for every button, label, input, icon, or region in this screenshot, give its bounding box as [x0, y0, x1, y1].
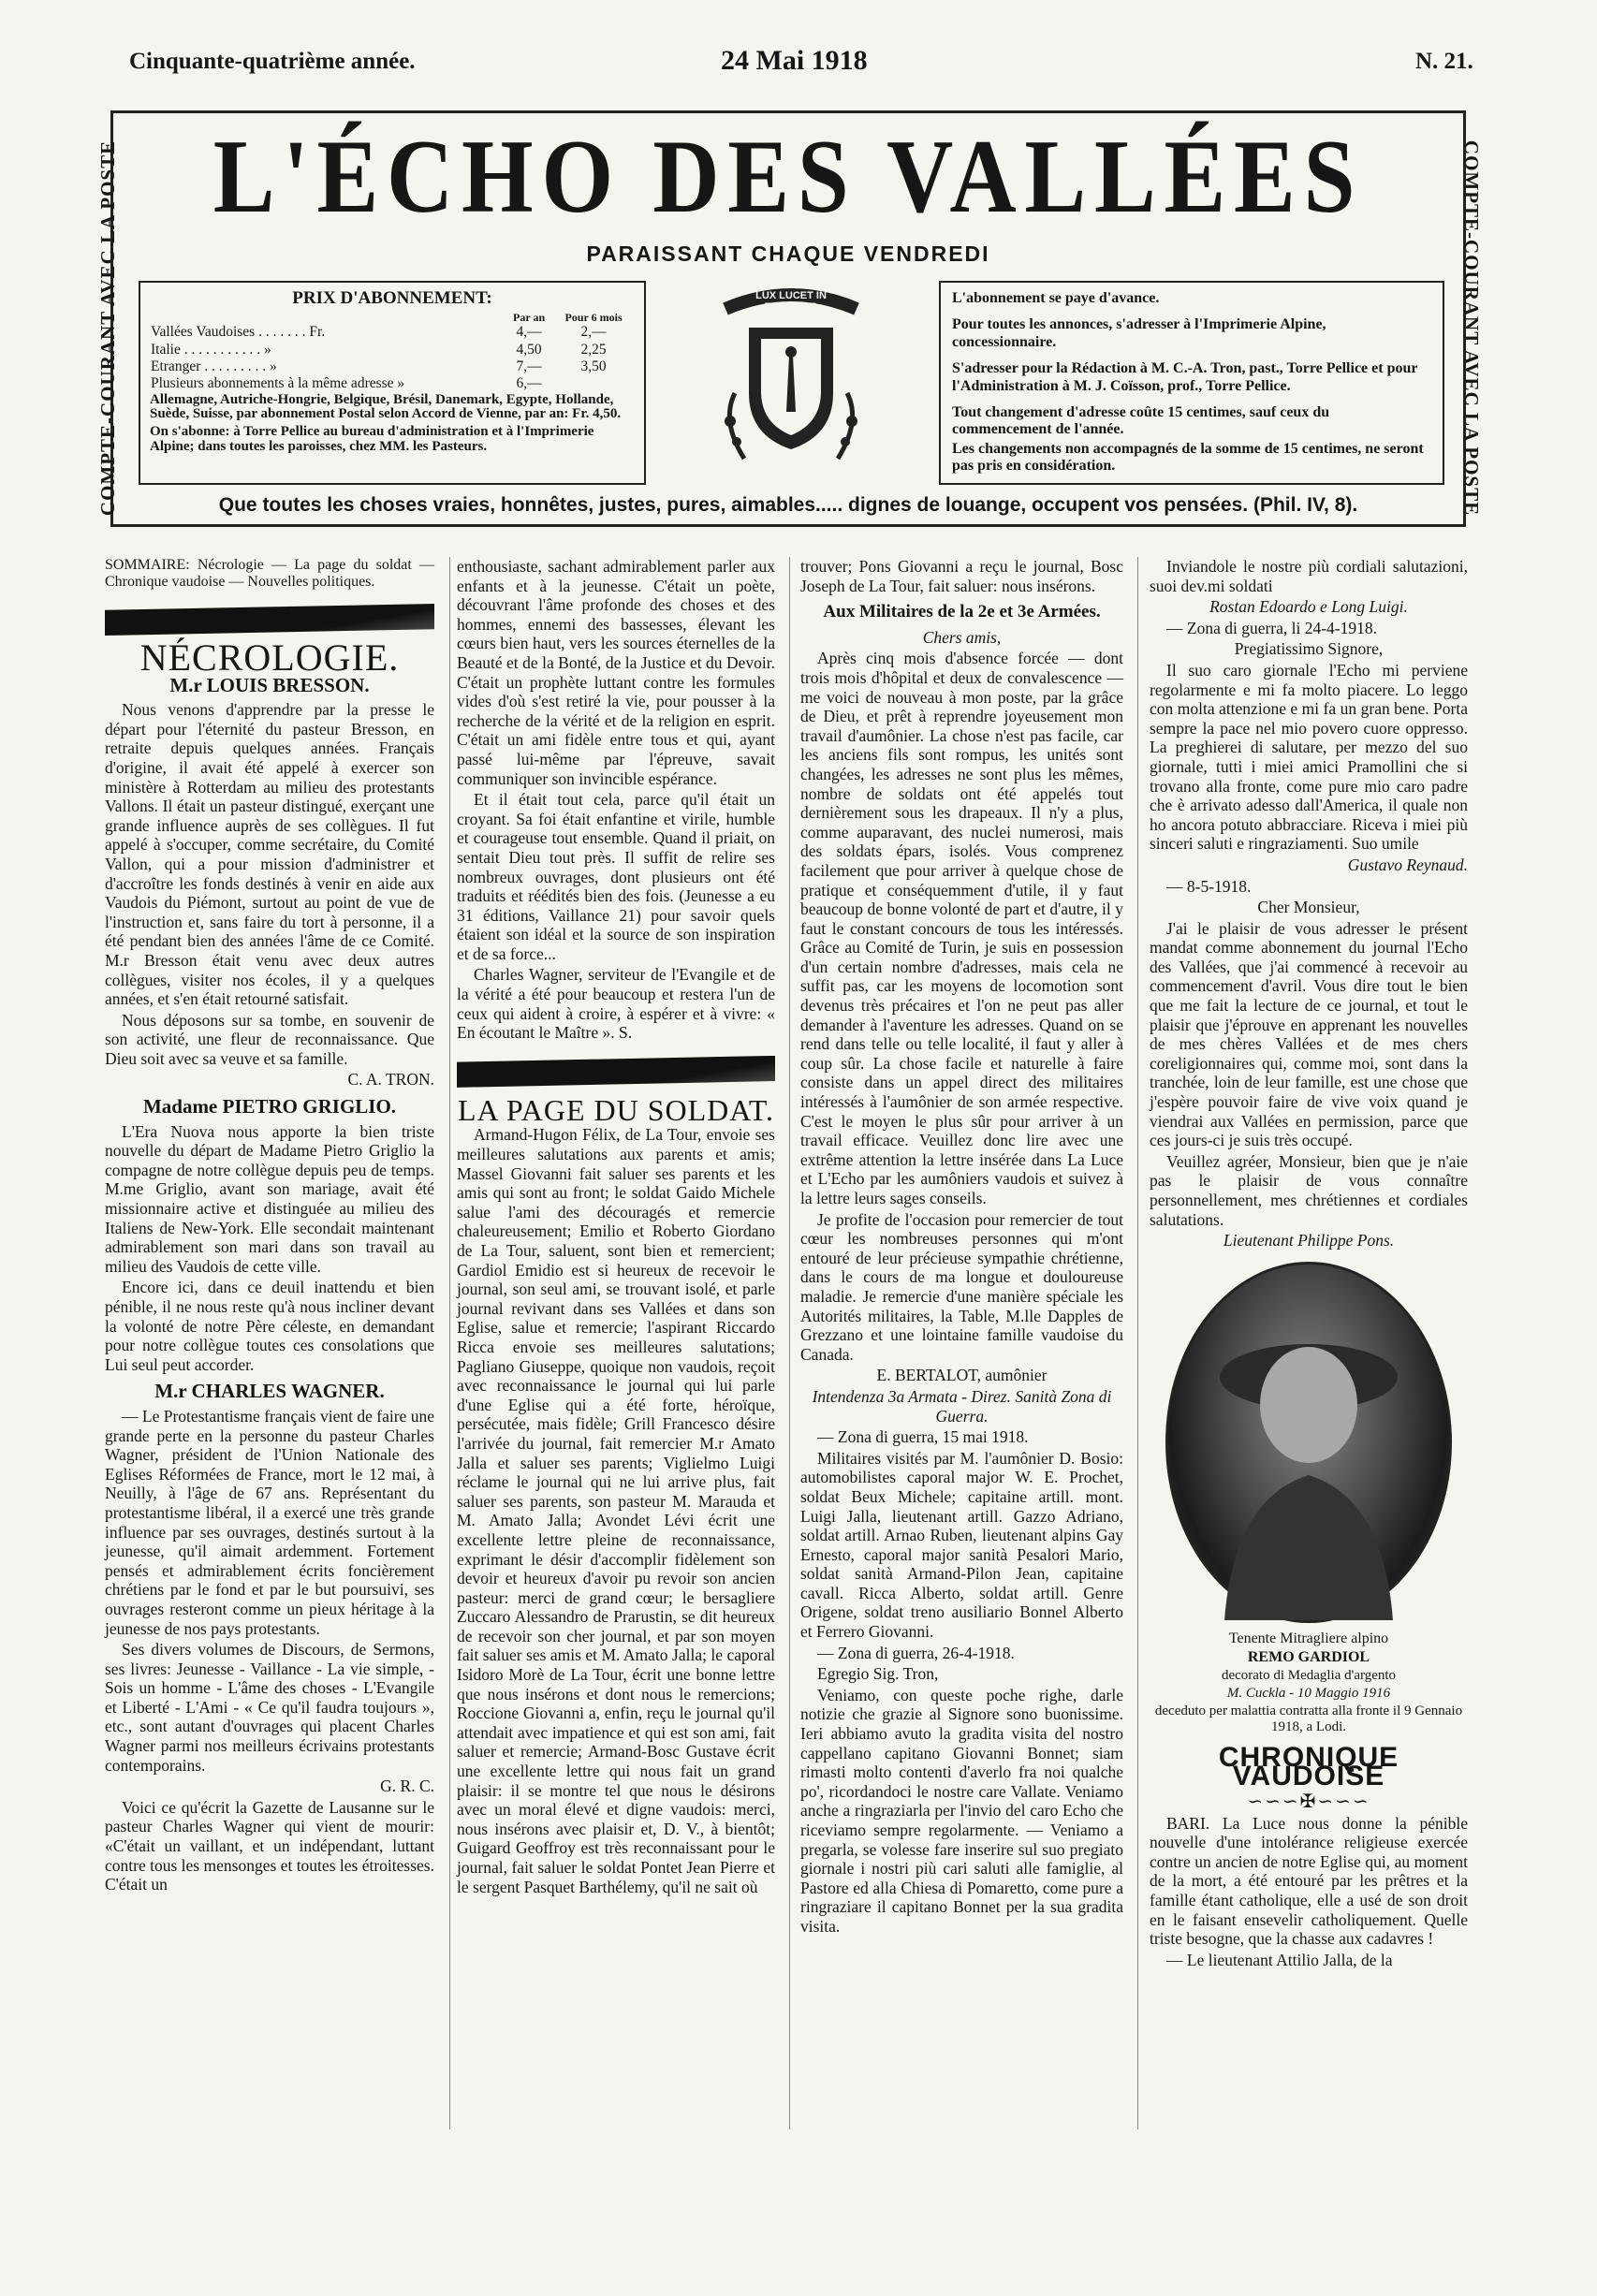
masthead-side-right: COMPTE-COURANT AVEC LA POSTE [1460, 139, 1484, 516]
wagner-continued: enthousiaste, sachant admirablement parler aux enfants et à la jeunesse. C'était un poète, découvrant l'âme profonde des choses et des hommes, ennemi des bassesses, élevant les cœurs bien haut, vers les sources éternelles de la Beauté et de la Bonté, de la Justice et du Devoir. C'était un prophète luttant contre les formules vides d'où s'est retiré la vie, pour pousser à la recherche de la vérité et de la religion en esprit. C'était un ami fidèle entre tous et qui, ayant passé lui-même par l'épreuve, savait communiquer son invincible espérance. [457, 557, 775, 788]
necrologie-title: NÉCROLOGIE. [139, 636, 400, 679]
subscription-info [939, 281, 1444, 485]
column-rule [1137, 557, 1138, 2129]
griglio-paragraph: L'Era Nuova nous apporte la bien triste nouvelle du départ de Madame Pietro Griglio la compagne de notre collègue depuis peu de temps. M.me Griglio, avant son mariage, avait été missionnaire active et distinguée au milieu des Italiens de New-York. Elle secondait maintenant admirablement son mari dans son travail au milieu des Vaudois de cette ville. [105, 1121, 434, 1276]
wagner-paragraph: — Le Protestantisme français vient de faire une grande perte en la personne du pasteur Charles Wagner, président de l'Union Nationale des Eglises Réformées de France, mort le 12 mai, à Neuilly, à l'âge de 67 ans. Représentant du protestantisme libéral, il a exercé une très grande influence par ses ouvrages, destinés surtout à la jeunesse, qu'il aimait ardemment. Fortement pensés et admirablement écrits foncièrement chrétiens par le fond et par le but poursuivi, ses ouvrages resteront comme un pieux héritage à la jeunesse de nos pays protestants. [105, 1406, 434, 1638]
newspaper-subtitle: PARAISSANT CHAQUE VENDREDI [586, 241, 990, 266]
chronique-title: CHRONIQUE VAUDOISE [1218, 1741, 1399, 1792]
issue-date: 24 Mai 1918 [721, 45, 868, 76]
letter-signature: Lieutenant Philippe Pons. [1223, 1231, 1395, 1250]
militaires-greeting: Chers amis, [922, 627, 1002, 647]
bresson-signature: C. A. TRON. [347, 1070, 434, 1090]
soldier-portrait-icon [1168, 1265, 1449, 1620]
soldat-continued: trouver; Pons Giovanni a reçu le journal, Bosc Joseph de La Tour, fait saluer: nous insérons. [800, 557, 1123, 595]
price-row: Italie . . . . . . . . . . . » 4,50 2,25 [151, 341, 607, 358]
zone-dateline: — Zona di guerra, 15 mai 1918. [817, 1427, 1029, 1447]
letter-paragraph: Il suo caro giornale l'Echo mi perviene regolarmente e mi fa molto piacere. Lo leggo con molta attenzione e mi fa un gran bene. Porta sempre la pace nel mio povero cuore oppresso. La preghierei di salutare, per mezzo del suo giornale, tutti i miei amici Pramollini che si trovano alla fronte, come pure mio caro padre che è arrivato adesso dall'America, il quale non ho ancora potuto abbracciare. Riceva i miei più sinceri saluti e ringraziamenti. Suo umile [1150, 660, 1468, 854]
page-du-soldat-title: LA PAGE DU SOLDAT. [457, 1092, 775, 1127]
letter-paragraph: J'ai le plaisir de vous adresser le présent mandat comme abonnement du journal l'Echo des Vallées, que j'ai commencé à recevoir au commencement d'avril. Vous dire tout le bien que me fait la lecture de ce journal, et tout le plaisir que j'éprouve en apprenant les nouvelles de mes chères Vallées et de mes chers coreligionnaires qui, comme moi, sont dans la tranchée, loin de leur famille, est une chose que j'espère pouvoir faire de vive voix quand je viendrai aux Vallées en permission, parce que ces jours-ci je suis très occupé. [1150, 918, 1468, 1150]
letter-signature: Gustavo Reynaud. [1347, 855, 1468, 874]
seal-motto: LUX LUCET IN TENEBRIS [755, 290, 827, 313]
photo-caption: M. Cuckla - 10 Maggio 1916 [1226, 1685, 1391, 1701]
summary: SOMMAIRE: Nécrologie — La page du soldat — Chronique vaudoise — Nouvelles politiques. [105, 557, 434, 590]
masthead-motto: Que toutes les choses vraies, honnêtes, justes, pures, aimables..... dignes de louange, occupent vos pensées. (Phil. IV, 8). [218, 494, 1358, 516]
letter-paragraph: Veniamo, con queste poche righe, darle notizie che grazie al Signore sono buonissime. Ieri abbiamo avuto la gradita visita del nostro cappellano capitano Giovanni Bonnet; siam rimasti molto contenti d'averlo fra noi qualche po', ricordandoci le nostre care Vallate. Veniamo anche a ringraziarla per l'invio del caro Echo che riceviamo sempre regolarmente. — Veniamo a pregarla, se volesse fare inserire sul suo pregiato giornale i nostri più cari saluti alle famiglie, al Pastore ed alla Chiesa di Pomaretto, come pure a ringraziare il capitano Bonnet per la sua gradita visita. [800, 1685, 1123, 1936]
emblem-seal [707, 281, 875, 477]
column-3 [800, 557, 1123, 1938]
letter-greeting: Pregiatissimo Signore, [1234, 639, 1384, 659]
zone-dateline: — Zona di guerra, li 24-4-1918. [1166, 618, 1378, 637]
wagner-continued: Et il était tout cela, parce qu'il était un croyant. Sa foi était enfantine et virile, humble et courageuse tout ensemble. Quand il priait, on sentait Dieu tout près. Il suffit de relire ses nombreux ouvrages, dont plusieurs ont été traduits et réédités bien des fois. (Jeunesse a eu 31 éditions, Vaillance 21) pour savoir quels étaient son idéal et la source de son inspiration et de sa force... [457, 790, 775, 963]
chronique-paragraph: BARI. La Luce nous donne la pénible nouvelle d'une intolérance religieuse exercée contre un ancien de notre Eglise qui, au moment de la mort, a été entouré par les prêtres et la famille étant catholique, elle a usé de son droit en le faisant ensevelir catholiquement. Quelle triste besogne, que la chasse aux cadavres ! [1150, 1813, 1468, 1949]
prices-foreign-note: Allemagne, Autriche-Hongrie, Belgique, Brésil, Danemark, Egypte, Hollande, Suède, Suisse, par abonnement Postal selon Accord de Vienne, par an: Fr. 4,50. [150, 391, 622, 422]
letter-paragraph: Veuillez agréer, Monsieur, bien que je n'aie pas le plaisir de vous connaître personnellement, mes chrétiennes et cordiales salutations. [1150, 1151, 1468, 1229]
bresson-paragraph: Nous venons d'apprendre par la presse le départ pour l'éternité du pasteur Bresson, en retraite depuis quelques années. Français d'origine, il avait été appelé à exercer son ministère à Rotterdam au milieu des protestants Vallons. Il était un pasteur distingué, exerçant une grande influence auprès de ses collègues. Il fut appelé à s'occuper, comme secrétaire, du Comité Vallon, qui a pour mission d'administrer et d'accroître les fonds destinés à venir en aide aux Vaudois du Piémont, surtout au point de vue de l'instruction et, sans faire du tort à personne, il a été pendant bien des années l'âme de ce Comité. M.r Bresson était venu avec deux autres collègues, visiter nos écoles, il y a quelques années, et s'en était retourné satisfait. [105, 700, 434, 1009]
subscription-prices [139, 281, 646, 485]
column-2 [457, 557, 775, 1898]
letter-dateline: — 8-5-1918. [1166, 876, 1252, 896]
newspaper-title: L'ÉCHO DES VALLÉES [212, 119, 1364, 235]
bresson-paragraph: Nous déposons sur sa tombe, en souvenir de son activité, une fleur de reconnaissance. Que Dieu soit avec sa veuve et sa famille. [105, 1010, 434, 1068]
info-line: Tout changement d'adresse coûte 15 centimes, sauf ceux du commencement de l'année. [952, 403, 1330, 438]
photo-caption-name: REMO GARDIOL [1247, 1648, 1370, 1665]
info-line: L'abonnement se paye d'avance. [952, 290, 1160, 306]
price-row: Etranger . . . . . . . . . » 7,— 3,50 [151, 358, 607, 374]
info-line: Pour toutes les annonces, s'adresser à l'Imprimerie Alpine, concessionnaire. [952, 316, 1326, 350]
info-line: Les changements non accompagnés de la somme de 15 centimes, ne seront pas pris en considération. [952, 440, 1424, 475]
portrait-photo [1165, 1262, 1452, 1623]
price-row: Vallées Vaudoises . . . . . . . Fr. 4,— 2,— [151, 324, 607, 341]
prices-heading: PRIX D'ABONNEMENT: [292, 288, 492, 308]
militaires-heading: Aux Militaires de la 2e et 3e Armées. [823, 602, 1101, 622]
price-row: Plusieurs abonnements à la même adresse » 6,— [151, 375, 542, 392]
masthead-side-left: COMPTE-COURANT AVEC LA POSTE [96, 139, 120, 516]
prices-table [150, 311, 635, 393]
column-rule [449, 557, 450, 2129]
wagner-heading: M.r CHARLES WAGNER. [154, 1380, 385, 1403]
chronique-paragraph: — Le lieutenant Attilio Jalla, de la [1166, 1950, 1393, 1969]
bertalot-address: Intendenza 3a Armata - Direz. Sanità Zona di Guerra. [812, 1386, 1112, 1426]
letter-greeting: Cher Monsieur, [1257, 898, 1360, 917]
bresson-heading: M.r LOUIS BRESSON. [169, 673, 370, 696]
bertalot-signature: E. BERTALOT, aumônier [876, 1366, 1048, 1385]
photo-caption: decorato di Medaglia d'argento [1221, 1667, 1397, 1683]
soldat-paragraph: Armand-Hugon Félix, de La Tour, envoie ses meilleures salutations aux parents et amis; Massel Giovanni fait saluer ses parents et les amis qui sont au front; le soldat Gaido Michele salue l'ami des découragés et remercie chaleureusement; Emilio et Roberto Giordano de La Tour, saluent, sont bien et remercient; Gardiol Emidio est si heureux de recevoir le journal, son seul ami, se trouvant isolé, et parle journal revivant dans ses Vallées et dans son Eglise, salue et remercie; l'aspirant Riccardo Ricca envoie ses meilleures salutations; Pagliano Giuseppe, quoique non vaudois, reçoit avec reconnaissance le journal qui lui parle d'une Eglise qui a été forte, héroïque, persécutée, mais fidèle; Grill Francesco désire l'arrivée du journal, fait remercier M.r Amato Jalla et saluer ses parents; Viglielmo Luigi réclame le journal qui ne lui arrive plus, fait saluer ses parents, son pasteur M. Marauda et M. Amato Jalla; Avondet Lévi écrit une excellente lettre pleine de reconnaissance, exprimant le désir d'accomplir fidèlement son devoir et heureux d'avoir pu revoir son ancien pasteur: merci de grand cœur; le bersagliere Zuccaro Alessandro de Prarustin, se dit heureux de recevoir son cher journal, et par son moyen fait saluer ses amis et M. Amato Jalla; le caporal Isidoro Morè de La Tour, écrit une bonne lettre que nous insérons et dont nous le remercions; Roccione Giovanni a, enfin, reçu le journal qu'il attendait avec impatience et qui est son ami, fait saluer et remercie; Armand-Bosc Gustave écrit une excellente lettre qui nous fait un grand plaisir: il se montre tel que nous le désirons avec un moral élevé et digne vaudois: merci, nous insérons avec plaisir et, D. V., à bientôt; Guigard Geoffroy est très reconnaissant pour le journal, fait saluer le soldat Pontet Jean Pierre et le sergent Pasquet Barthélemy, qu'il ne sait où [457, 1125, 775, 1896]
section-divider [105, 604, 434, 636]
letter-paragraph: Inviandole le nostre più cordiali salutazioni, suoi dev.mi soldati [1150, 557, 1468, 595]
info-line: S'adresser pour la Rédaction à M. C.-A. Tron, past., Torre Pellice et pour l'Administration à M. J. Coïsson, prof., Torre Pellice. [952, 360, 1418, 394]
griglio-paragraph: Encore ici, dans ce deuil inattendu et bien pénible, il ne nous reste qu'à nous incliner devant la volonté de notre Père céleste, en demandant pour notre collègue toutes ces consolations que Lui seul peut accorder. [105, 1278, 434, 1374]
zone-dateline: — Zona di guerra, 26-4-1918. [817, 1643, 1015, 1662]
column-rule [789, 557, 790, 2129]
wagner-continued: Charles Wagner, serviteur de l'Evangile et de la vérité a été pour beaucoup et restera l'un de ceux qui aident à croire, à espérer et à vivre: « En écoutant le Maître ». S. [457, 965, 775, 1043]
griglio-heading: Madame PIETRO GRIGLIO. [142, 1095, 397, 1119]
militaires-paragraph: Je profite de l'occasion pour remercier de tout cœur les nombreuses personnes qui m'ont entouré de leur précieuse sympathie chrétienne, dans le cours de ma longue et douloureuse maladie. Je remercie d'une manière spéciale les Autorités militaires, la Table, M.lle Dapples de Grezzano et une lointaine famille vaudoise du Canada. [800, 1209, 1123, 1364]
prices-col-half: Pour 6 mois [564, 310, 623, 324]
wagner-paragraph: Ses divers volumes de Discours, de Sermons, ses livres: Jeunesse - Vaillance - La vie simple, - Sois un homme - L'âme des choses - L'Evangile et Liberté - L'Ami - « Ce qu'il faudra toujours », etc., sont autant d'ouvrages qui placent Charles Wagner parmi nos meilleurs écrivains protestants contemporains. [105, 1640, 434, 1775]
photo-caption: Tenente Mitragliere alpino [1228, 1630, 1389, 1646]
issue-number: N. 21. [1415, 49, 1473, 74]
prices-col-year: Par an [513, 310, 546, 324]
letter-greeting: Egregio Sig. Tron, [817, 1664, 939, 1684]
photo-caption: deceduto per malattia contratta alla fronte il 9 Gennaio 1918, a Lodi. [1154, 1703, 1463, 1734]
visits-paragraph: Militaires visités par M. l'aumônier D. Bosio: automobilistes caporal major W. E. Prochet, soldat Beux Michele; capitaine artill. mont. Luigi Jalla, lieutenant artill. Gazzo Adriano, soldat artill. Arnao Ruben, lieutenant alpins Gay Ernesto, caporal major sanità Pesalori Mario, soldat sanità Armand-Pilon Jean, capitaine cavall. Ricca Alberto, soldat artill. Genre Origene, soldat treno ausiliario Bonnel Alberto et Ferrero Giovanni. [800, 1448, 1123, 1642]
section-divider [457, 1056, 775, 1088]
prices-where-note: On s'abonne: à Torre Pellice au bureau d'administration et à l'Imprimerie Alpine; dans toutes les paroisses, chez MM. les Pasteurs. [150, 424, 594, 454]
ornament-divider: ∽∽∽✠∽∽∽ [1247, 1791, 1370, 1812]
year-label: Cinquante-quatrième année. [129, 49, 416, 74]
wagner-paragraph: Voici ce qu'écrit la Gazette de Lausanne sur le pasteur Charles Wagner qui vient de mourir: «C'était un vaillant, et un indépendant, luttant contre tous les mensonges et toutes les étroitesses. C'était un [105, 1797, 434, 1894]
column-1 [105, 557, 434, 1896]
militaires-paragraph: Après cinq mois d'absence forcée — dont trois mois d'hôpital et deux de convalescence — me voici de nouveau à mon poste, par la grâce de Dieu, et prêt à reprendre joyeusement mon travail d'aumônier. La chose n'est pas facile, car les anciens fils sont rompus, les unités sont changées, les adresses ne sont plus les mêmes, nombre de soldats ont été appelés tout dernièrement sous les drapeaux. Il n'y a plus, comme auparavant, des nuclei numerosi, mais des soldats épars, isolés. Vous comprenez facilement que pour arriver à quelque chose de pratique et conséquemment d'utile, il y faut beaucoup de bonne volonté de part et d'autre, il y faut le constant concours de tous les intéressés. Grâce au Comité de Turin, je suis en possession d'un certain nombre d'adresses, mais cela ne suffit pas, car les moyens de locomotion sont devenus très précaires et l'on ne peut pas aller demander à l'aventure les adresses. Quand on se rend dans telle ou telle localité, il faut y aller à coup sûr. La chose facile et naturelle à faire consiste dans un appel direct des militaires intéressés à l'aumônier de son armée respective. C'est le moyen le plus sûr pour arriver à un travail efficace. Veuillez donc lire avec une extrême attention la lettre insérée dans La Luce et L'Echo par les aumôniers vaudois et suivez à la lettre leurs sages conseils. [800, 649, 1123, 1207]
column-4 [1150, 557, 1468, 1971]
wagner-signature: G. R. C. [380, 1777, 434, 1796]
letter-signature: Rostan Edoardo e Long Luigi. [1209, 597, 1408, 617]
